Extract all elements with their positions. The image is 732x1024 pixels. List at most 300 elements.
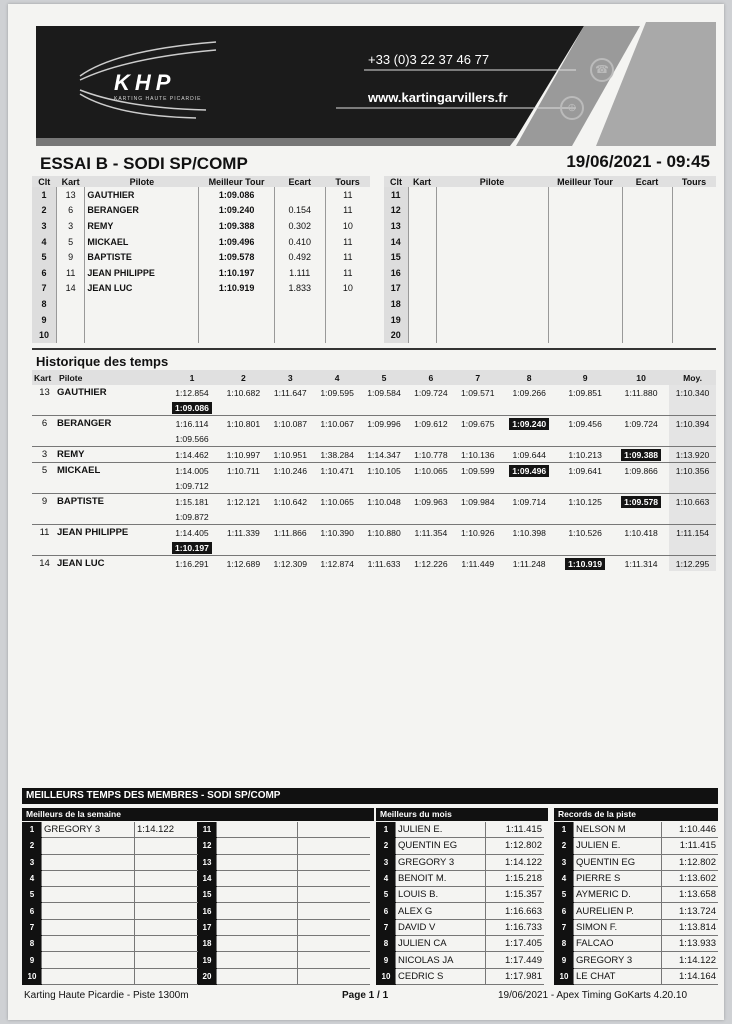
lap-value: 1:10.880 — [367, 527, 401, 538]
month-cell: BENOIT M. — [396, 870, 486, 886]
lap-time — [613, 494, 669, 510]
result-cell — [325, 296, 370, 312]
lap-value: 1:09.872 — [175, 511, 209, 522]
result-cell — [436, 218, 548, 234]
result-cell — [672, 312, 716, 328]
history-cell — [501, 400, 557, 416]
result-cell: MICKAEL — [85, 234, 199, 250]
lap-time — [454, 463, 501, 479]
month-cell: CEDRIC S — [396, 968, 486, 984]
week-cell: 8 — [23, 936, 42, 952]
result-cell — [436, 187, 548, 203]
month-row — [377, 936, 545, 952]
lap-time — [314, 556, 361, 572]
month-cell: 1:16.733 — [486, 919, 544, 935]
history-column-header: 1 — [164, 370, 220, 385]
lap-value: 1:09.266 — [512, 387, 546, 398]
result-cell — [672, 265, 716, 281]
lap-time — [164, 525, 220, 541]
records-cell: 1:13.814 — [661, 919, 718, 935]
week-title: Meilleurs de la semaine — [22, 808, 374, 821]
history-cell — [501, 540, 557, 556]
records-cell: 1:13.724 — [661, 903, 718, 919]
lap-value: 1:10.919 — [565, 558, 605, 570]
result-cell: GAUTHIER — [85, 187, 199, 203]
records-cell: FALCAO — [574, 936, 662, 952]
result-row — [384, 327, 716, 343]
website-link[interactable]: www.kartingarvillers.fr — [368, 90, 508, 105]
records-row — [555, 854, 719, 870]
records-table — [554, 822, 718, 985]
month-cell: JULIEN E. — [396, 822, 486, 838]
history-column-header: Moy. — [669, 370, 716, 385]
lap-time — [407, 447, 454, 463]
members-title: MEILLEURS TEMPS DES MEMBRES - SODI SP/COMP — [22, 788, 718, 804]
week-cell — [297, 887, 370, 903]
result-cell: 1:10.919 — [199, 281, 274, 297]
lap-time — [267, 494, 314, 510]
history-cell — [454, 540, 501, 556]
lap-time — [361, 556, 408, 572]
result-cell — [622, 312, 672, 328]
history-column-header: Pilote — [57, 370, 164, 385]
history-cell — [407, 431, 454, 447]
lap-time — [557, 385, 613, 400]
lap-time — [164, 556, 220, 572]
history-cell — [557, 431, 613, 447]
result-cell: 0.302 — [274, 218, 325, 234]
result-cell — [56, 296, 85, 312]
month-row — [377, 870, 545, 886]
history-column-header: Kart — [32, 370, 57, 385]
history-cell — [314, 540, 361, 556]
result-cell — [622, 296, 672, 312]
records-cell: 7 — [555, 919, 574, 935]
week-cell — [217, 838, 298, 854]
result-cell: BAPTISTE — [85, 249, 199, 265]
result-cell: 13 — [56, 187, 85, 203]
history-cell — [361, 400, 408, 416]
lap-time — [454, 447, 501, 463]
month-row — [377, 838, 545, 854]
result-cell: 1.833 — [274, 281, 325, 297]
week-cell — [217, 968, 298, 984]
members-section — [22, 788, 718, 804]
result-cell — [85, 327, 199, 343]
result-cell — [436, 249, 548, 265]
week-cell — [217, 903, 298, 919]
result-cell — [325, 327, 370, 343]
week-cell: GREGORY 3 — [42, 822, 135, 838]
result-cell: 15 — [384, 249, 408, 265]
history-cell — [613, 431, 669, 447]
month-cell: 1:15.218 — [486, 870, 544, 886]
lap-time — [314, 416, 361, 432]
lap-time — [164, 540, 220, 556]
history-cell — [501, 478, 557, 494]
result-row — [32, 312, 370, 328]
result-row — [32, 218, 370, 234]
lap-value: 1:09.644 — [512, 449, 546, 460]
lap-time — [454, 494, 501, 510]
result-cell — [672, 327, 716, 343]
lap-time — [361, 416, 408, 432]
lap-time — [267, 525, 314, 541]
lap-value: 1:09.456 — [568, 418, 602, 429]
result-cell: 1:09.388 — [199, 218, 274, 234]
history-cell — [220, 540, 267, 556]
lap-time — [164, 478, 220, 494]
lap-time — [164, 431, 220, 447]
records-cell: 1:10.446 — [661, 822, 718, 838]
records-cell: 10 — [555, 968, 574, 984]
records-cell: AYMERIC D. — [574, 887, 662, 903]
month-cell: 10 — [377, 968, 396, 984]
history-cell — [613, 478, 669, 494]
result-cell: 14 — [384, 234, 408, 250]
result-row — [384, 234, 716, 250]
lap-value: 1:10.801 — [226, 418, 261, 429]
lap-time — [220, 416, 267, 432]
result-cell: 12 — [384, 203, 408, 219]
history-cell — [57, 400, 164, 416]
history-cell — [220, 509, 267, 525]
records-row — [555, 903, 719, 919]
result-cell: JEAN PHILIPPE — [85, 265, 199, 281]
history-cell — [407, 400, 454, 416]
lap-value: 1:12.226 — [414, 558, 448, 569]
lap-value: 1:09.851 — [568, 387, 602, 398]
lap-value: 1:10.711 — [226, 465, 260, 476]
week-cell — [217, 887, 298, 903]
history-cell — [314, 431, 361, 447]
result-cell — [199, 327, 274, 343]
week-row — [23, 903, 371, 919]
records-cell: 1:11.415 — [661, 838, 718, 854]
lap-time — [361, 385, 408, 400]
history-cell — [57, 540, 164, 556]
result-cell — [274, 187, 325, 203]
result-cell — [672, 187, 716, 203]
lap-time — [164, 463, 220, 479]
records-cell: 5 — [555, 887, 574, 903]
result-cell — [85, 296, 199, 312]
result-cell — [548, 203, 622, 219]
footer-track: Karting Haute Picardie - Piste 1300m — [24, 990, 189, 1001]
history-driver: JEAN PHILIPPE — [57, 525, 164, 541]
average-time: 1:11.154 — [669, 525, 716, 541]
history-cell — [220, 431, 267, 447]
history-column-header: 8 — [501, 370, 557, 385]
result-cell — [548, 327, 622, 343]
history-column-header: 10 — [613, 370, 669, 385]
result-cell — [622, 327, 672, 343]
result-cell: 11 — [325, 265, 370, 281]
result-cell — [672, 296, 716, 312]
history-extra-row — [32, 431, 716, 447]
history-column-header: 9 — [557, 370, 613, 385]
records-row — [555, 887, 719, 903]
week-cell — [297, 854, 370, 870]
history-row — [32, 463, 716, 479]
history-kart: 11 — [32, 525, 57, 541]
history-row — [32, 494, 716, 510]
history-row — [32, 416, 716, 432]
history-cell — [501, 431, 557, 447]
lap-value: 1:10.065 — [414, 465, 448, 476]
week-cell — [42, 968, 135, 984]
records-cell: 1:14.164 — [661, 968, 718, 984]
week-row — [23, 952, 371, 968]
lap-value: 1:14.462 — [175, 449, 209, 460]
lap-value: 1:12.121 — [226, 496, 261, 507]
history-cell — [454, 509, 501, 525]
week-cell — [135, 887, 198, 903]
month-cell: NICOLAS JA — [396, 952, 486, 968]
result-cell: 5 — [32, 249, 56, 265]
result-cell: 6 — [56, 203, 85, 219]
week-cell: 19 — [198, 952, 217, 968]
lap-value: 1:14.347 — [367, 449, 401, 460]
month-cell: 1:17.981 — [486, 968, 544, 984]
history-cell — [669, 540, 716, 556]
result-cell — [622, 187, 672, 203]
history-cell — [267, 540, 314, 556]
lap-time — [501, 525, 557, 541]
lap-value: 1:09.595 — [320, 387, 354, 398]
week-cell: 18 — [198, 936, 217, 952]
result-cell — [548, 296, 622, 312]
result-cell: 4 — [32, 234, 56, 250]
week-cell — [297, 936, 370, 952]
result-cell: 1:09.578 — [199, 249, 274, 265]
history-driver: JEAN LUC — [57, 556, 164, 572]
result-row — [32, 265, 370, 281]
lap-time — [361, 463, 408, 479]
result-row — [384, 187, 716, 203]
week-cell — [297, 870, 370, 886]
lap-time — [314, 385, 361, 400]
lap-value: 1:09.984 — [461, 496, 495, 507]
lap-value: 1:10.526 — [568, 527, 602, 538]
column-header: Clt — [384, 176, 408, 187]
week-cell — [42, 936, 135, 952]
lap-time — [557, 416, 613, 432]
result-cell — [672, 234, 716, 250]
records-cell: NELSON M — [574, 822, 662, 838]
records-cell: 1:13.602 — [661, 870, 718, 886]
result-row — [384, 218, 716, 234]
lap-value: 1:09.086 — [172, 402, 212, 414]
records-cell: AURELIEN P. — [574, 903, 662, 919]
result-cell: 6 — [32, 265, 56, 281]
history-cell — [454, 400, 501, 416]
week-cell: 2 — [23, 838, 42, 854]
result-row — [32, 187, 370, 203]
week-cell: 6 — [23, 903, 42, 919]
lap-time — [501, 556, 557, 572]
result-cell: 1:10.197 — [199, 265, 274, 281]
month-cell: GREGORY 3 — [396, 854, 486, 870]
lap-time — [501, 463, 557, 479]
records-cell: 9 — [555, 952, 574, 968]
records-cell: 1:13.658 — [661, 887, 718, 903]
history-extra-row — [32, 478, 716, 494]
result-cell — [436, 296, 548, 312]
session-datetime: 19/06/2021 - 09:45 — [566, 152, 710, 171]
lap-value: 1:09.612 — [414, 418, 448, 429]
column-header: Tours — [672, 176, 716, 187]
history-cell — [669, 400, 716, 416]
lap-time — [164, 400, 220, 416]
result-cell: 3 — [56, 218, 85, 234]
history-cell — [314, 509, 361, 525]
result-cell — [408, 203, 436, 219]
lap-value: 1:38.284 — [320, 449, 354, 460]
month-cell: 1 — [377, 822, 396, 838]
result-cell: 3 — [32, 218, 56, 234]
lap-time — [164, 494, 220, 510]
week-cell: 9 — [23, 952, 42, 968]
week-row — [23, 968, 371, 984]
result-cell — [408, 234, 436, 250]
month-cell: JULIEN CA — [396, 936, 486, 952]
lap-time — [164, 385, 220, 400]
week-cell — [135, 936, 198, 952]
month-row — [377, 968, 545, 984]
lap-value: 1:11.449 — [461, 558, 495, 569]
month-cell: QUENTIN EG — [396, 838, 486, 854]
history-kart: 14 — [32, 556, 57, 572]
result-cell — [408, 265, 436, 281]
lap-value: 1:10.398 — [512, 527, 546, 538]
month-row — [377, 854, 545, 870]
result-cell: 8 — [32, 296, 56, 312]
lap-value: 1:09.571 — [461, 387, 495, 398]
history-extra-row — [32, 400, 716, 416]
result-cell — [548, 234, 622, 250]
result-row — [32, 327, 370, 343]
records-row — [555, 870, 719, 886]
history-row — [32, 385, 716, 400]
week-cell — [42, 919, 135, 935]
records-cell: PIERRE S — [574, 870, 662, 886]
history-column-header: 6 — [407, 370, 454, 385]
result-cell — [436, 203, 548, 219]
result-cell — [436, 327, 548, 343]
result-cell — [548, 218, 622, 234]
history-column-header: 7 — [454, 370, 501, 385]
result-cell: 2 — [32, 203, 56, 219]
month-cell: 3 — [377, 854, 396, 870]
lap-time — [613, 416, 669, 432]
lap-time — [361, 447, 408, 463]
month-cell: 1:14.122 — [486, 854, 544, 870]
month-cell: 7 — [377, 919, 396, 935]
result-cell: 9 — [32, 312, 56, 328]
lap-value: 1:09.866 — [624, 465, 658, 476]
lap-time — [613, 447, 669, 463]
result-cell: 1 — [32, 187, 56, 203]
month-cell: 1:17.405 — [486, 936, 544, 952]
history-cell — [267, 478, 314, 494]
lap-time — [314, 463, 361, 479]
result-cell: 10 — [325, 281, 370, 297]
history-cell — [267, 431, 314, 447]
history-row — [32, 525, 716, 541]
lap-value: 1:11.880 — [624, 387, 658, 398]
history-cell — [454, 478, 501, 494]
week-cell — [135, 838, 198, 854]
lap-value: 1:10.471 — [320, 465, 354, 476]
result-cell — [408, 296, 436, 312]
results-table-right — [384, 176, 716, 343]
lap-value: 1:11.248 — [512, 558, 546, 569]
lap-value: 1:09.675 — [461, 418, 495, 429]
history-cell — [32, 540, 57, 556]
result-cell: 1:09.240 — [199, 203, 274, 219]
week-cell — [217, 870, 298, 886]
lap-time — [314, 447, 361, 463]
records-title: Records de la piste — [554, 808, 718, 821]
footer-page: Page 1 / 1 — [342, 990, 389, 1001]
lap-value: 1:10.065 — [320, 496, 354, 507]
result-row — [32, 249, 370, 265]
result-cell: 20 — [384, 327, 408, 343]
week-row — [23, 822, 371, 838]
history-cell — [361, 540, 408, 556]
history-cell — [407, 509, 454, 525]
history-kart: 3 — [32, 447, 57, 463]
result-cell — [274, 327, 325, 343]
history-cell — [407, 478, 454, 494]
result-cell — [548, 281, 622, 297]
month-cell: ALEX G — [396, 903, 486, 919]
history-cell — [267, 400, 314, 416]
history-cell — [669, 509, 716, 525]
week-cell — [135, 919, 198, 935]
lap-time — [220, 463, 267, 479]
column-header: Pilote — [436, 176, 548, 187]
phone-icon: ☎ — [590, 58, 614, 82]
lap-value: 1:09.996 — [367, 418, 401, 429]
average-time: 1:10.663 — [669, 494, 716, 510]
result-cell: BERANGER — [85, 203, 199, 219]
result-cell — [199, 296, 274, 312]
history-column-header: 4 — [314, 370, 361, 385]
lap-time — [267, 416, 314, 432]
records-cell: 8 — [555, 936, 574, 952]
week-cell: 3 — [23, 854, 42, 870]
lap-time — [501, 416, 557, 432]
week-cell: 5 — [23, 887, 42, 903]
result-cell: JEAN LUC — [85, 281, 199, 297]
column-header: Ecart — [622, 176, 672, 187]
month-cell: DAVID V — [396, 919, 486, 935]
history-cell — [454, 431, 501, 447]
history-driver: MICKAEL — [57, 463, 164, 479]
average-time: 1:10.356 — [669, 463, 716, 479]
history-cell — [361, 431, 408, 447]
lap-value: 1:10.067 — [320, 418, 354, 429]
lap-time — [613, 556, 669, 572]
result-cell — [436, 234, 548, 250]
week-cell — [297, 952, 370, 968]
history-driver: BAPTISTE — [57, 494, 164, 510]
records-row — [555, 822, 719, 838]
lap-value: 1:14.005 — [175, 465, 209, 476]
lap-value: 1:12.309 — [273, 558, 307, 569]
